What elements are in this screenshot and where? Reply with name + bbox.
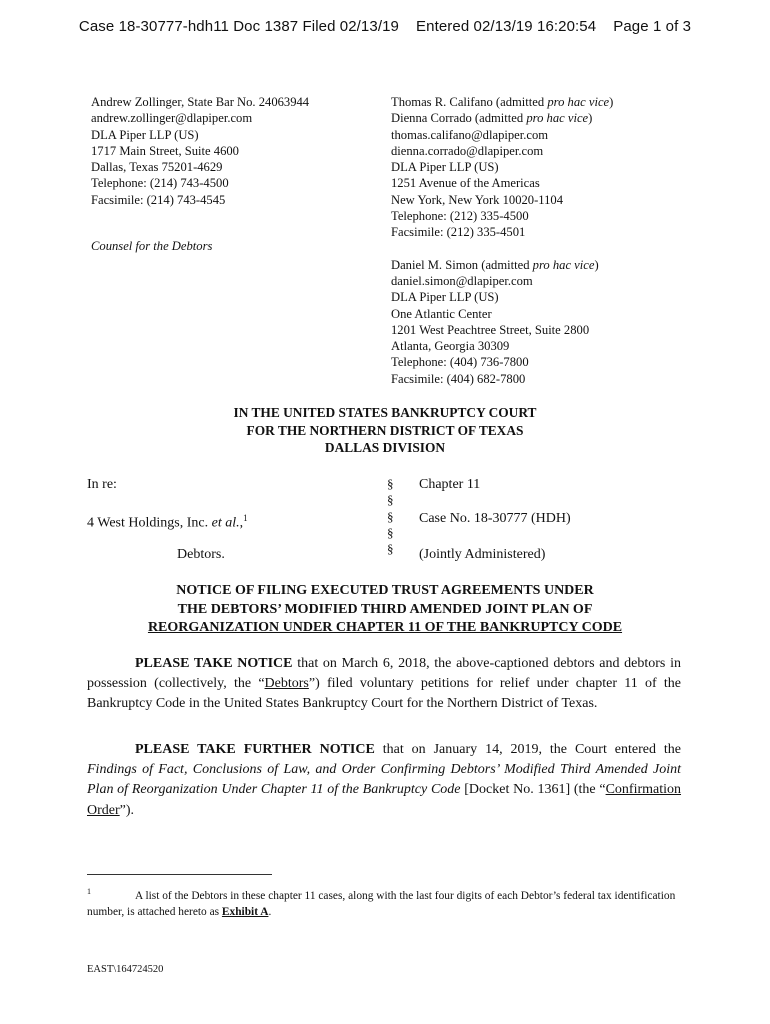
caption-case-no: Case No. 18-30777 (HDH) [419,511,571,526]
counsel-left-line: 1717 Main Street, Suite 4600 [91,143,239,158]
case-header: Case 18-30777-hdh11 Doc 1387 Filed 02/13/19 Entered 02/13/19 16:20:54 Page 1 of 3 [78,18,692,35]
counsel-right-line: thomas.califano@dlapiper.com [391,127,549,142]
section-symbol: § [387,508,394,524]
section-symbol: § [387,492,394,508]
footnote-divider [87,874,272,875]
counsel-role: Counsel for the Debtors [91,239,213,253]
counsel-right-line: One Atlantic Center [391,306,492,321]
footnote-mark: 1 [87,887,91,896]
court-line: DALLAS DIVISION [324,440,446,455]
counsel-left-line: Dallas, Texas 75201-4629 [91,160,223,175]
counsel-right-line: Facsimile: (212) 335-4501 [391,225,526,240]
paragraph-notice: PLEASE TAKE NOTICE that on March 6, 2018, the above-captioned debtors and debtors in possession (collectively, the “Debtors”) filed voluntary petitions for relief under chapter 11 of the Bankruptcy Code in the United States Bankruptcy Court for the Northern District of Texas. [87,656,682,712]
counsel-left-line: Facsimile: (214) 743-4545 [91,192,226,207]
counsel-right-line: Facsimile: (404) 682-7800 [391,371,526,386]
caption-administration: (Jointly Administered) [419,547,546,562]
notice-title [0,582,770,638]
notice-title-line: THE DEBTORS’ MODIFIED THIRD AMENDED JOINT PLAN OF [177,601,593,617]
court-line: FOR THE NORTHERN DISTRICT OF TEXAS [246,422,524,438]
counsel-right-line: dienna.corrado@dlapiper.com [391,143,544,158]
counsel-right-block [391,94,613,387]
caption-chapter: Chapter 11 [419,477,481,492]
counsel-right-line: Telephone: (404) 736-7800 [391,355,529,370]
counsel-right-line: DLA Piper LLP (US) [391,290,499,305]
footnote: $^1$ A list of the Debtors in these chapter 11 cases, along with the last four digits of each Debtor’s federal tax identification number, is attached hereto as Exhibit A. [87,887,676,918]
counsel-right-line: DLA Piper LLP (US) [391,160,499,175]
document-id: EAST\164724520 [87,964,164,975]
defined-term: Debtors [264,676,309,692]
caption-in-re: In re: [87,477,117,492]
counsel-right-line: daniel.simon@dlapiper.com [391,273,533,288]
notice-title-line: REORGANIZATION UNDER CHAPTER 11 OF THE BANKRUPTCY CODE [147,620,623,635]
counsel-right-line: Telephone: (212) 335-4500 [391,209,529,224]
section-symbol: § [387,476,394,491]
counsel-right-line: Atlanta, Georgia 30309 [391,339,510,354]
counsel-left-line: andrew.zollinger@dlapiper.com [91,111,253,126]
counsel-left-line: Telephone: (214) 743-4500 [91,176,229,191]
attorney-name-line: Dienna Corrado (admitted pro hac vice) [391,111,593,126]
counsel-right-line: New York, New York 10020-1104 [391,192,564,207]
defined-term: Confirmation Order [87,782,682,818]
section-symbol: § [387,524,394,540]
counsel-left-line: Andrew Zollinger, State Bar No. 24063944 [91,95,310,109]
counsel-left-block [91,94,309,208]
court-line: IN THE UNITED STATES BANKRUPTCY COURT [233,405,537,420]
exhibit-reference: Exhibit A [221,905,269,918]
counsel-right-line: 1201 West Peachtree Street, Suite 2800 [391,322,590,337]
counsel-right-line: 1251 Avenue of the Americas [391,176,540,191]
paragraph-further-notice: PLEASE TAKE FURTHER NOTICE that on January 14, 2019, the Court entered the Findings of Fact, Conclusions of Law, and Order Confirming Debtors’ Modified Third Amended Joint Plan of Reorganization Under Chapter 11 of the Bankruptcy Code [Docket No. 1361] (the “Confirmation Order”). [87,742,682,818]
court-heading [0,404,770,457]
order-title: Findings of Fact, Conclusions of Law, and Order Confirming Debtors’ Modified Third Amended Joint Plan of Reorganization Under Chapter 11 of the Bankruptcy Code [87,762,681,798]
caption-debtor: 4 West Holdings, Inc. et al.,$^1$ [87,513,248,531]
caption-debtors-label: Debtors. [177,547,225,562]
attorney-name-line: Daniel M. Simon (admitted pro hac vice) [391,257,599,272]
section-symbol: § [387,541,394,557]
attorney-name-line: Thomas R. Califano (admitted pro hac vice) [391,95,614,109]
footnote-ref: 1 [243,513,248,523]
notice-title-line: NOTICE OF FILING EXECUTED TRUST AGREEMENTS UNDER [176,583,594,598]
counsel-left-line: DLA Piper LLP (US) [91,127,199,142]
section-symbols [387,476,394,557]
